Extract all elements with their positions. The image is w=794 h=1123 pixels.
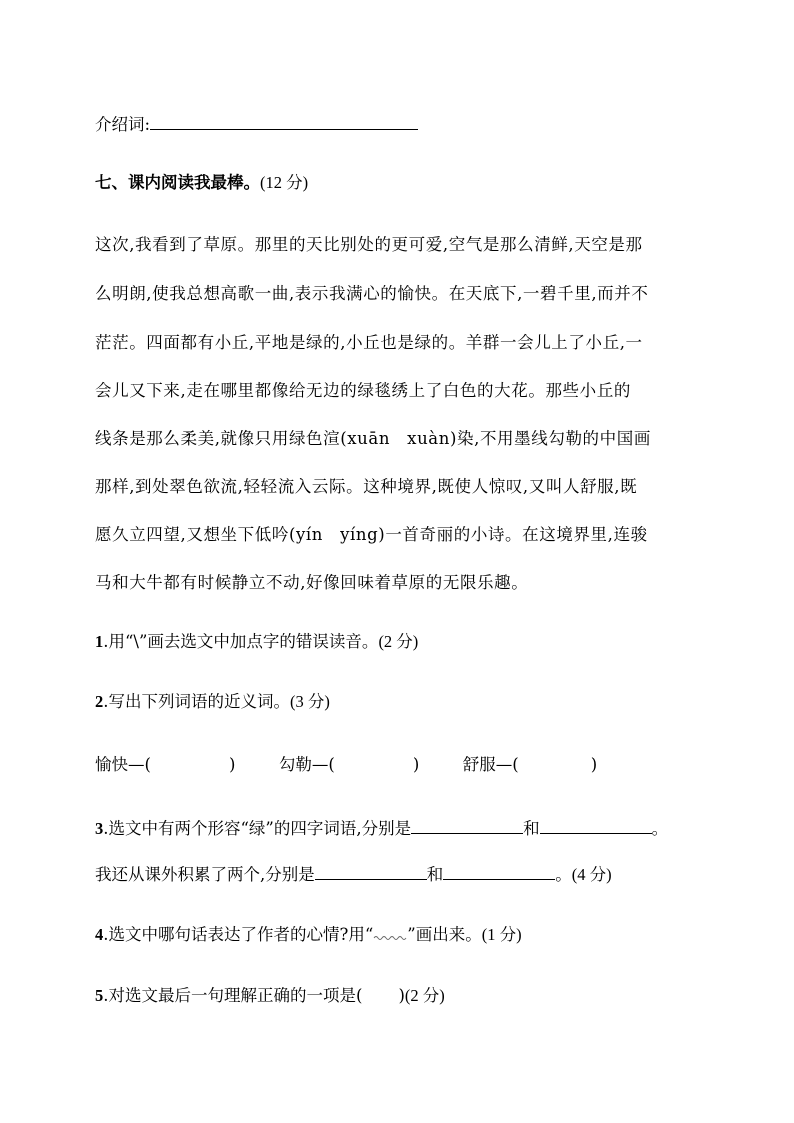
question-1-score: (2 分) — [378, 632, 419, 651]
question-5-close: ) — [398, 986, 405, 1005]
synonym-close: ) — [590, 755, 598, 774]
intro-answer-blank[interactable] — [150, 113, 418, 130]
question-1-number: 1 — [95, 632, 104, 651]
answer-blank[interactable] — [443, 863, 555, 880]
answer-blank[interactable] — [315, 863, 427, 880]
question-3-text: .选文中有两个形容“绿”的四字词语,分别是 — [103, 819, 412, 838]
question-3 — [95, 817, 668, 839]
question-5 — [95, 986, 445, 1006]
synonym-close: ) — [228, 755, 236, 774]
synonym-row — [95, 755, 597, 775]
passage-line: 马和大牛都有时候静立不动,好像回味着草原的无限乐趣。 — [95, 573, 529, 592]
question-1-text: .用“\”画去选文中加点字的错误读音。 — [103, 632, 379, 651]
question-3-number: 3 — [95, 819, 104, 838]
question-3-and: 和 — [523, 819, 540, 838]
question-2 — [95, 692, 330, 712]
intro-line — [95, 113, 418, 135]
question-5-score: (2 分) — [404, 986, 445, 1005]
question-1 — [95, 632, 418, 652]
section-heading-score: (12 分) — [260, 173, 309, 192]
question-3-score: (4 分) — [571, 865, 612, 884]
passage-line: 那样,到处翠色欲流,轻轻流入云际。这种境界,既使人惊叹,又叫人舒服,既 — [95, 477, 638, 496]
question-3-line2-text: 我还从课外积累了两个,分别是 — [95, 865, 315, 884]
question-2-score: (3 分) — [290, 692, 330, 711]
answer-blank[interactable] — [540, 817, 652, 834]
question-3-end: 。 — [651, 819, 669, 838]
question-4-text-after: ”画出来。 — [407, 925, 482, 944]
intro-label: 介绍词: — [95, 115, 151, 134]
passage-line: 这次,我看到了草原。那里的天比别处的更可爱,空气是那么清鲜,天空是那 — [95, 235, 643, 254]
question-4-number: 4 — [95, 925, 104, 944]
synonym-item — [95, 755, 241, 774]
synonym-word: 勾勒—( — [278, 755, 335, 774]
question-4-text-before: .选文中哪句话表达了作者的心情?用“ — [103, 925, 374, 944]
synonym-item — [463, 755, 597, 774]
section-heading-text: 七、课内阅读我最棒。 — [95, 173, 260, 192]
question-4 — [95, 925, 522, 945]
passage-line: 会儿又下来,走在哪里都像给无边的绿毯绣上了白色的大花。那些小丘的 — [95, 381, 631, 400]
synonym-close: ) — [412, 755, 420, 774]
question-2-text: .写出下列词语的近义词。 — [103, 692, 290, 711]
passage-line: 线条是那么柔美,就像只用绿色渲(xuān xuàn)染,不用墨线勾勒的中国画 — [95, 429, 651, 448]
question-4-score: (1 分) — [481, 925, 522, 944]
synonym-item — [279, 755, 425, 774]
question-3-line-2 — [95, 863, 612, 885]
synonym-word: 愉快—( — [95, 755, 151, 774]
section-heading — [95, 173, 308, 193]
question-5-text: .对选文最后一句理解正确的一项是( — [103, 986, 363, 1005]
question-3-end-2: 。 — [555, 865, 572, 884]
passage-line: 茫茫。四面都有小丘,平地是绿的,小丘也是绿的。羊群一会儿上了小丘,一 — [95, 333, 643, 352]
wavy-underline-icon — [373, 930, 407, 940]
passage-line: 么明朗,使我总想高歌一曲,表示我满心的愉快。在天底下,一碧千里,而并不 — [95, 284, 649, 303]
question-5-number: 5 — [95, 986, 104, 1005]
question-2-number: 2 — [95, 692, 104, 711]
synonym-word: 舒服—( — [462, 755, 519, 774]
question-3-and-2: 和 — [426, 865, 444, 884]
passage-line: 愿久立四望,又想坐下低吟(yín yíng)一首奇丽的小诗。在这境界里,连骏 — [95, 525, 648, 544]
answer-blank[interactable] — [411, 817, 523, 834]
